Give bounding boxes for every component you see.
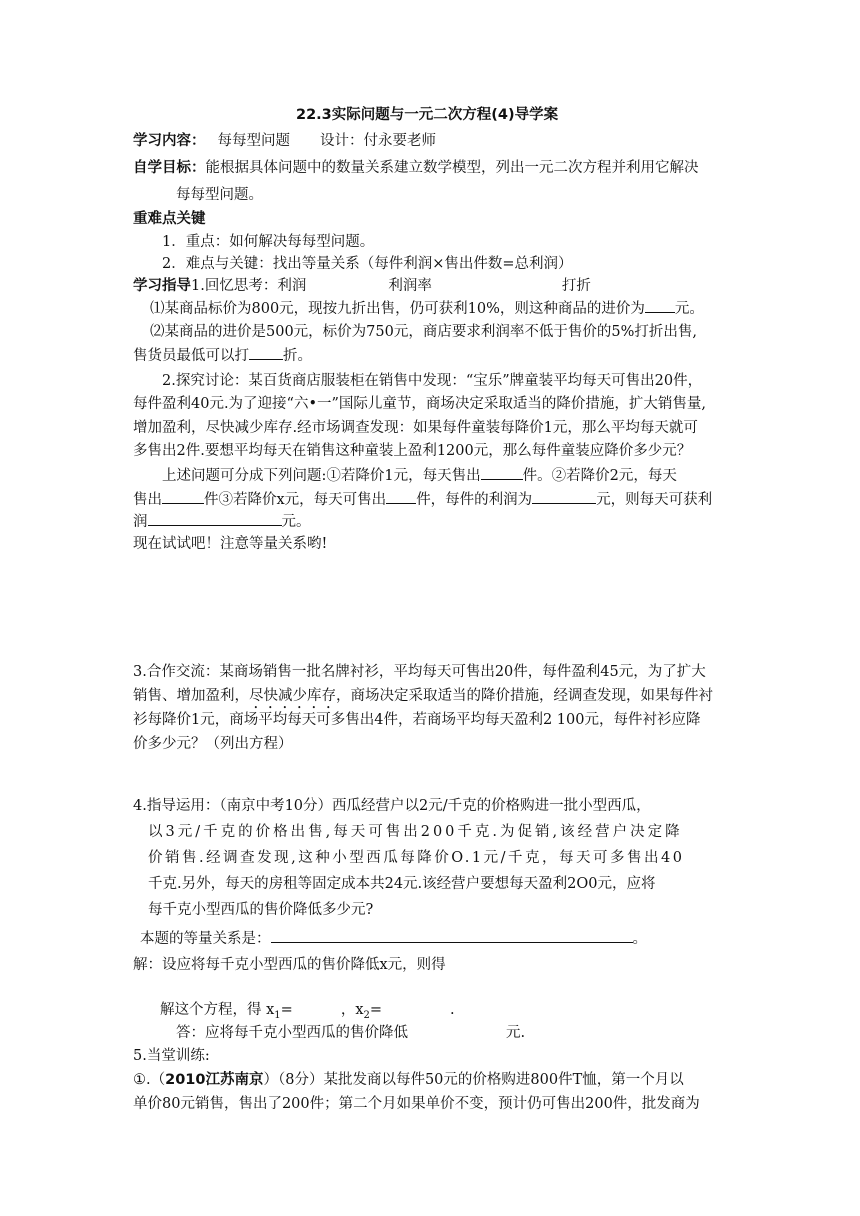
key-points-heading: 重难点关键 [133, 211, 206, 227]
practice-source: 2010江苏南京 [165, 1072, 264, 1088]
coop-line-2-a: 销售、增加盈利， [133, 688, 249, 704]
coop-line-1: 3.合作交流：某商场销售一批名牌衬衫，平均每天可售出20件，每件盈利45元，为了扩大 [133, 664, 706, 680]
sub-1-mid: 件。②若降价2元，每天 [522, 468, 677, 484]
explore-sub-3 [133, 511, 311, 532]
practice-a: ①.（ [133, 1072, 166, 1088]
answer-blank[interactable] [249, 345, 283, 360]
discount: 打折 [561, 278, 591, 294]
answer-end: 元. [506, 1025, 526, 1041]
practice-b: ）（8分）某批发商以每件50元的价格购进800件T恤，第一个月以 [263, 1072, 684, 1088]
guide-line [133, 276, 591, 296]
content-topic: 每每型问题 [217, 133, 290, 149]
answer-blank[interactable] [645, 298, 675, 313]
sub-3-a: 润 [133, 514, 148, 530]
question-2-end: 折。 [283, 348, 312, 364]
goals-text: 能根据具体问题中的数量关系建立数学模型，列出一元二次方程并利用它解决 [205, 160, 699, 176]
goals-label: 自学目标： [133, 160, 206, 176]
coop-line-3: 衫每降价1元，商场平均每天可多售出4件，若商场平均每天盈利2 100元，每件衬衫应降 [133, 712, 701, 728]
question-2-line-2 [133, 345, 312, 366]
content-label: 学习内容： [133, 133, 206, 149]
key-point-1: 1．重点：如何解决每每型问题。 [162, 234, 375, 250]
sub-3-b: 元。 [281, 514, 311, 530]
explore-line-1: 2.探究讨论：某百货商店服装柜在销售中发现：“宝乐”牌童装平均每天可售出20件， [162, 373, 703, 389]
profit-rate: 利润率 [388, 278, 432, 294]
subscript-1: 1 [274, 1009, 281, 1021]
answer-blank[interactable] [162, 489, 204, 504]
explore-sub-2 [133, 489, 712, 510]
sub-1-text: 上述问题可分成下列问题:①若降价1元，每天售出 [162, 468, 481, 484]
sub-2-b: 件③若降价x元，每天可售出 [204, 492, 387, 508]
practice-heading: 5.当堂训练: [133, 1048, 210, 1064]
answer-blank[interactable] [148, 511, 282, 526]
designer: 设计：付永要老师 [320, 133, 436, 149]
solve-d: = [369, 1002, 383, 1018]
coop-line-4: 价多少元？（列出方程） [133, 736, 293, 752]
coop-line-2-b: ，商场决定采取适当的降价措施，经调查发现，如果每件衬 [336, 688, 713, 704]
relation-line [140, 928, 647, 949]
solve-e: . [450, 1002, 455, 1018]
explore-sub-1 [162, 465, 677, 486]
key-point-2: 2．难点与关键：找出等量关系（每件利润×售出件数=总利润） [162, 256, 573, 272]
answer-blank[interactable] [532, 489, 596, 504]
solve-line [160, 1000, 455, 1026]
page-title: 22.3实际问题与一元二次方程(4)导学案 [296, 107, 559, 123]
practice-line-2: 单价80元销售，售出了200件；第二个月如果单价不变，预计仍可售出200件，批发商为 [133, 1096, 700, 1112]
apply-line-3: 价销售.经调查发现,这种小型西瓜每降价O.1元/千克，每天可多售出40 [148, 850, 685, 866]
solve-a: 解这个方程，得 x [160, 1002, 275, 1018]
answer-line [176, 1023, 525, 1043]
relation-end: 。 [632, 931, 647, 947]
explore-line-3: 增加盈利，尽快减少库存.经市场调查发现：如果每件童装每降价1元，那么平均每天就可 [133, 420, 698, 436]
try-prompt: 现在试试吧！注意等量关系哟! [133, 536, 328, 552]
content-line [133, 131, 436, 151]
answer-blank[interactable] [481, 465, 523, 480]
answer-text: 答：应将每千克小型西瓜的售价降低 [176, 1025, 408, 1041]
apply-line-5: 每千克小型西瓜的售价降低多少元? [148, 902, 374, 918]
question-2-text: 售货员最低可以打 [133, 348, 249, 364]
apply-line-2: 以3元/千克的价格出售,每天可售出200千克.为促销,该经营户决定降 [148, 824, 683, 840]
solve-b: = [280, 1002, 293, 1018]
solution-line: 解：设应将每千克小型西瓜的售价降低x元，则得 [133, 957, 446, 973]
sub-2-c: 件，每件的利润为 [416, 492, 533, 508]
recall-text: 1.回忆思考：利润 [191, 278, 307, 294]
question-1 [150, 298, 704, 319]
subscript-2: 2 [363, 1009, 370, 1021]
coop-line-2 [133, 686, 713, 712]
question-1-end: 元。 [674, 301, 704, 317]
goals-line [133, 158, 699, 178]
answer-blank[interactable] [386, 489, 416, 504]
practice-line-1 [133, 1070, 684, 1090]
goals-line-2: 每每型问题。 [176, 187, 263, 203]
explore-line-2: 每件盈利40元.为了迎接“六•一”国际儿童节，商场决定采取适当的降价措施，扩大销售量, [133, 396, 707, 412]
emphasis-text: 尽快减少库存 [249, 688, 336, 704]
sub-2-d: 元，则每天可获利 [596, 492, 713, 508]
apply-line-1: 4.指导运用：（南京中考10分）西瓜经营户以2元/千克的价格购进一批小型西瓜， [133, 798, 651, 814]
relation-blank[interactable] [271, 928, 633, 943]
guide-label: 学习指导 [133, 278, 191, 294]
question-2: ⑵某商品的进价是500元，标价为750元，商店要求利润率不低于售价的5%打折出售, [150, 324, 697, 340]
solve-c: ，x [340, 1002, 364, 1018]
apply-line-4: 千克.另外，每天的房租等固定成本共24元.该经营户要想每天盈利2O0元，应将 [148, 876, 656, 892]
relation-label: 本题的等量关系是： [140, 931, 271, 947]
explore-line-4: 多售出2件.要想平均每天在销售这种童装上盈利1200元，那么每件童装应降价多少元？ [133, 443, 692, 459]
question-1-text: ⑴某商品标价为800元，现按九折出售，仍可获利10%，则这种商品的进价为 [150, 301, 645, 317]
sub-2-a: 售出 [133, 492, 162, 508]
